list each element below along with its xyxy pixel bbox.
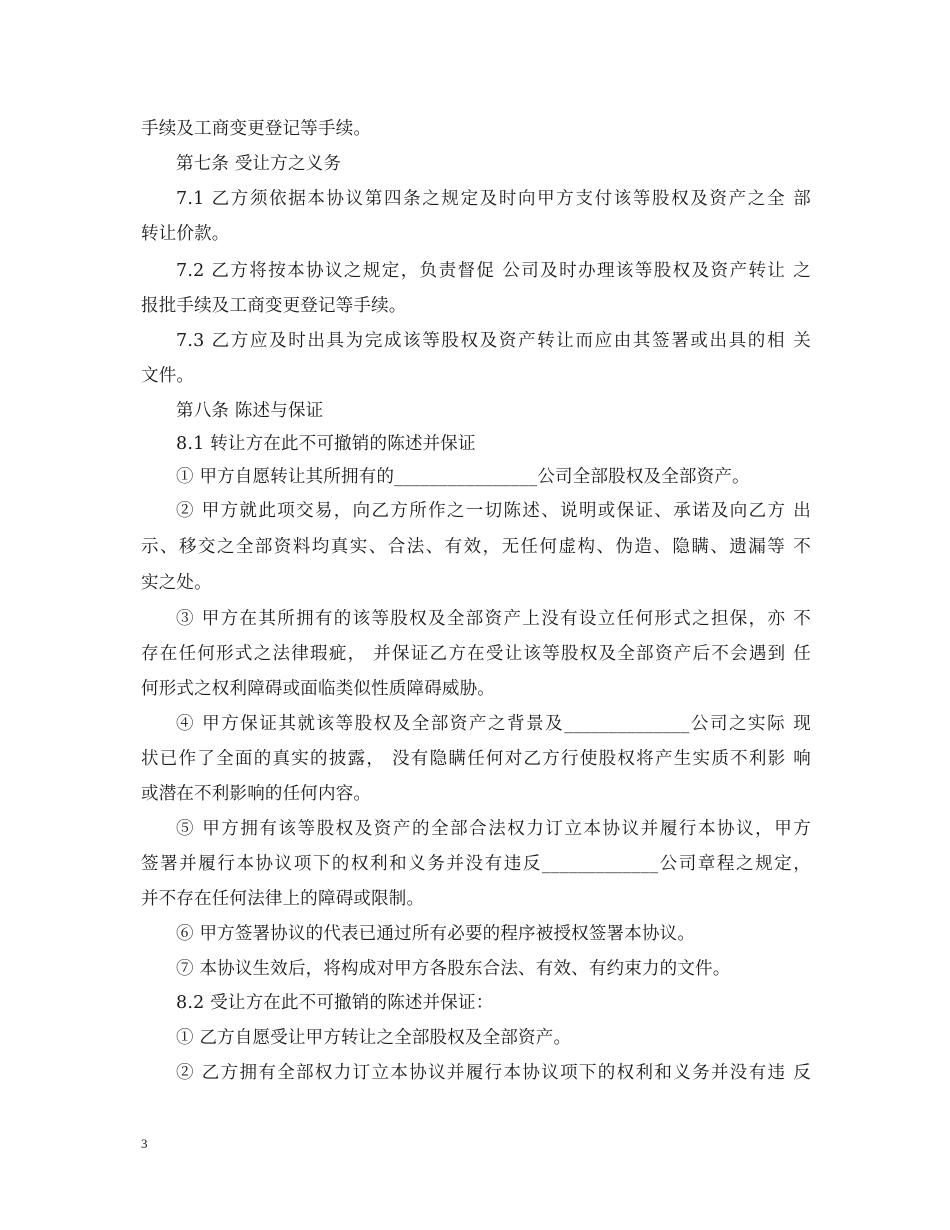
text-line: 并不存在任何法律上的障碍或限制。 [141,889,425,909]
text-line: 状已作了全面的真实的披露， 没有隐瞒任何对乙方行使股权将产生实质不利影 响 [141,749,811,769]
text-line: ④ 甲方保证其就该等股权及全部资产之背景及______________公司之实际 现 [176,714,811,734]
text-line: ② 乙方拥有全部权力订立本协议并履行本协议项下的权利和义务并没有违 反 [176,1063,811,1083]
text-line: ① 乙方自愿受让甲方转让之全部股权及全部资产。 [176,1028,572,1048]
text-line: 8.2 受让方在此不可撤销的陈述并保证： [176,993,494,1013]
text-line: 手续及工商变更登记等手续。 [141,119,372,139]
section-heading: 第七条 受让方之义务 [176,154,342,174]
text-line: 7.3 乙方应及时出具为完成该等股权及资产转让而应由其签署或出具的相 关 [176,331,811,351]
text-line: ② 甲方就此项交易，向乙方所作之一切陈述、说明或保证、承诺及向乙方 出 [176,501,811,521]
text-line: ⑦ 本协议生效后，将构成对甲方各股东合法、有效、有约束力的文件。 [176,959,731,979]
text-line: 签署并履行本协议项下的权利和义务并没有违反_____________公司章程之规定， [141,854,811,874]
page-number: 3 [141,1136,148,1151]
text-line: 示、移交之全部资料均真实、合法、有效，无任何虚构、伪造、隐瞒、遗漏等 不 [141,537,811,557]
text-line: 存在任何形式之法律瑕疵， 并保证乙方在受让该等股权及全部资产后不会遇到 任 [141,644,811,664]
text-line: 文件。 [141,366,195,386]
text-line: 报批手续及工商变更登记等手续。 [141,296,407,316]
text-line: 7.1 乙方须依据本协议第四条之规定及时向甲方支付该等股权及资产之全 部 [176,189,811,209]
text-line: 何形式之权利障碍或面临类似性质障碍威胁。 [141,679,495,699]
text-line: 或潜在不利影响的任何内容。 [141,784,372,804]
text-line: 实之处。 [141,573,212,593]
text-line: ① 甲方自愿转让其所拥有的________________公司全部股权及全部资产。 [176,467,750,487]
text-line: ⑥ 甲方签署协议的代表已通过所有必要的程序被授权签署本协议。 [176,924,696,944]
text-line: ⑤ 甲方拥有该等股权及资产的全部合法权力订立本协议并履行本协议，甲方 [176,819,811,839]
section-heading: 第八条 陈述与保证 [176,401,324,421]
text-line: 7.2 乙方将按本协议之规定，负责督促 公司及时办理该等股权及资产转让 之 [176,261,811,281]
text-line: 转让价款。 [141,224,230,244]
text-line: 8.1 转让方在此不可撤销的陈述并保证 [176,434,476,454]
text-line: ③ 甲方在其所拥有的该等股权及全部资产上没有设立任何形式之担保，亦 不 [176,609,811,629]
